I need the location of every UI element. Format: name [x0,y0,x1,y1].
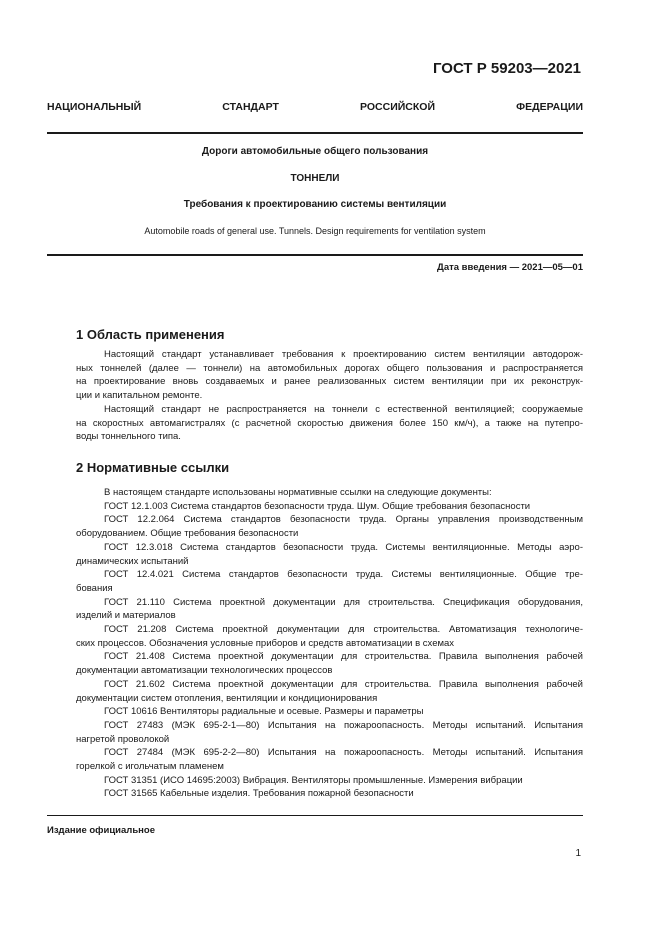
document-subtitle: Требования к проектированию системы вентиляции [183,199,447,210]
text-line: бования [76,582,113,594]
text-line: нагретой проволокой [76,733,170,745]
reference-item [76,541,583,568]
national-standard-heading: НАЦИОНАЛЬНЫЙ СТАНДАРТ РОССИЙСКОЙ ФЕДЕРАЦИИ [47,101,583,113]
text-line: ских процессов. Обозначения условные приборов и средств автоматизации в схемах [76,637,455,649]
text-line: документации автоматизации технологических процессов [76,665,333,677]
standard-number: ГОСТ Р 59203—2021 [432,60,581,77]
text-line: ГОСТ 31351 (ИСО 14695:2003) Вибрация. Вентиляторы промышленные. Измерения вибрации [104,774,523,786]
text-line: ГОСТ 27483 (МЭК 695-2-1—80) Испытания на пожароопасность. Методы испытаний. Испытания [104,719,583,731]
section-1-body [76,348,583,444]
section-2-heading: 2 Нормативные ссылки [76,460,230,475]
text-line: Настоящий стандарт не распространяется на тоннели с естественной вентиляцией; сооружаемые [104,403,583,415]
scope-paragraph-1 [76,348,583,403]
reference-item [76,568,583,595]
reference-list [76,500,583,801]
reference-item [76,787,583,801]
text-line: оборудованием. Общие требования безопасности [76,528,299,540]
reference-item [76,623,583,650]
text-line: ции и капитальном ремонте. [76,390,203,402]
text-line: ГОСТ 12.1.003 Система стандартов безопасности труда. Шум. Общие требования безопасности [104,500,531,512]
english-title: Automobile roads of general use. Tunnels. Design requirements for ventilation system [144,226,486,236]
text-line: ГОСТ 21.602 Система проектной документации для строительства. Правила выполнения рабочей [104,678,583,690]
text-line: горелкой с игольчатым пламенем [76,761,224,773]
reference-item [76,678,583,705]
references-intro [76,486,583,500]
text-line: ГОСТ 21.110 Система проектной документации для строительства. Спецификация оборудования, [104,596,583,608]
text-line: ГОСТ 12.4.021 Система стандартов безопасности труда. Системы вентиляционные. Общие тре- [104,569,583,581]
scope-paragraph-2 [76,403,583,444]
document-title-tunnels: ТОННЕЛИ [290,173,340,184]
text-line: ГОСТ 21.208 Система проектной документации для строительства. Автоматизация технологиче- [104,624,583,636]
text-line: ных тоннелей (далее — тоннели) на автомобильных дорогах общего пользования и распространяется [76,362,583,374]
text-line: на скоростных автомагистралях (с расчетной скоростью движения более 150 км/ч), а также на путепро- [76,417,583,429]
footer-divider [47,815,583,816]
official-edition-label: Издание официальное [47,825,155,836]
reference-item [76,513,583,540]
text-line: Настоящий стандарт устанавливает требования к проектированию систем вентиляции автодорож- [104,349,583,360]
page-number: 1 [575,848,581,859]
reference-item [76,719,583,746]
reference-item [76,705,583,719]
text-line: на проектирование вновь создаваемых и ранее реализованных систем вентиляции при их реконструк- [76,376,583,388]
reference-item [76,596,583,623]
section-1-heading: 1 Область применения [76,327,225,342]
text-line: изделий и материалов [76,610,176,622]
text-line: В настоящем стандарте использованы нормативные ссылки на следующие документы: [104,487,492,498]
reference-item [76,500,583,514]
text-line: ГОСТ 12.3.018 Система стандартов безопасности труда. Системы вентиляционные. Методы аэро- [104,541,583,553]
reference-item [76,650,583,677]
reference-item [76,746,583,773]
section-2-body [76,486,583,801]
text-line: ГОСТ 27484 (МЭК 695-2-2—80) Испытания на пожароопасность. Методы испытаний. Испытания [104,747,583,759]
document-title-roads: Дороги автомобильные общего пользования [201,146,429,157]
text-line: документации систем отопления, вентиляции и кондиционирования [76,692,378,704]
text-line: динамических испытаний [76,555,189,567]
text-line: воды тоннельного типа. [76,431,181,443]
introduction-date: Дата введения — 2021—05—01 [437,262,583,273]
reference-item [76,774,583,788]
title-divider [47,254,583,256]
text-line: ГОСТ 31565 Кабельные изделия. Требования пожарной безопасности [104,788,414,800]
text-line: ГОСТ 12.2.064 Система стандартов безопасности труда. Органы управления производственным [104,514,583,526]
text-line: ГОСТ 21.408 Система проектной документации для строительства. Правила выполнения рабочей [104,651,583,663]
top-divider [47,132,583,134]
text-line: ГОСТ 10616 Вентиляторы радиальные и осевые. Размеры и параметры [104,706,424,718]
